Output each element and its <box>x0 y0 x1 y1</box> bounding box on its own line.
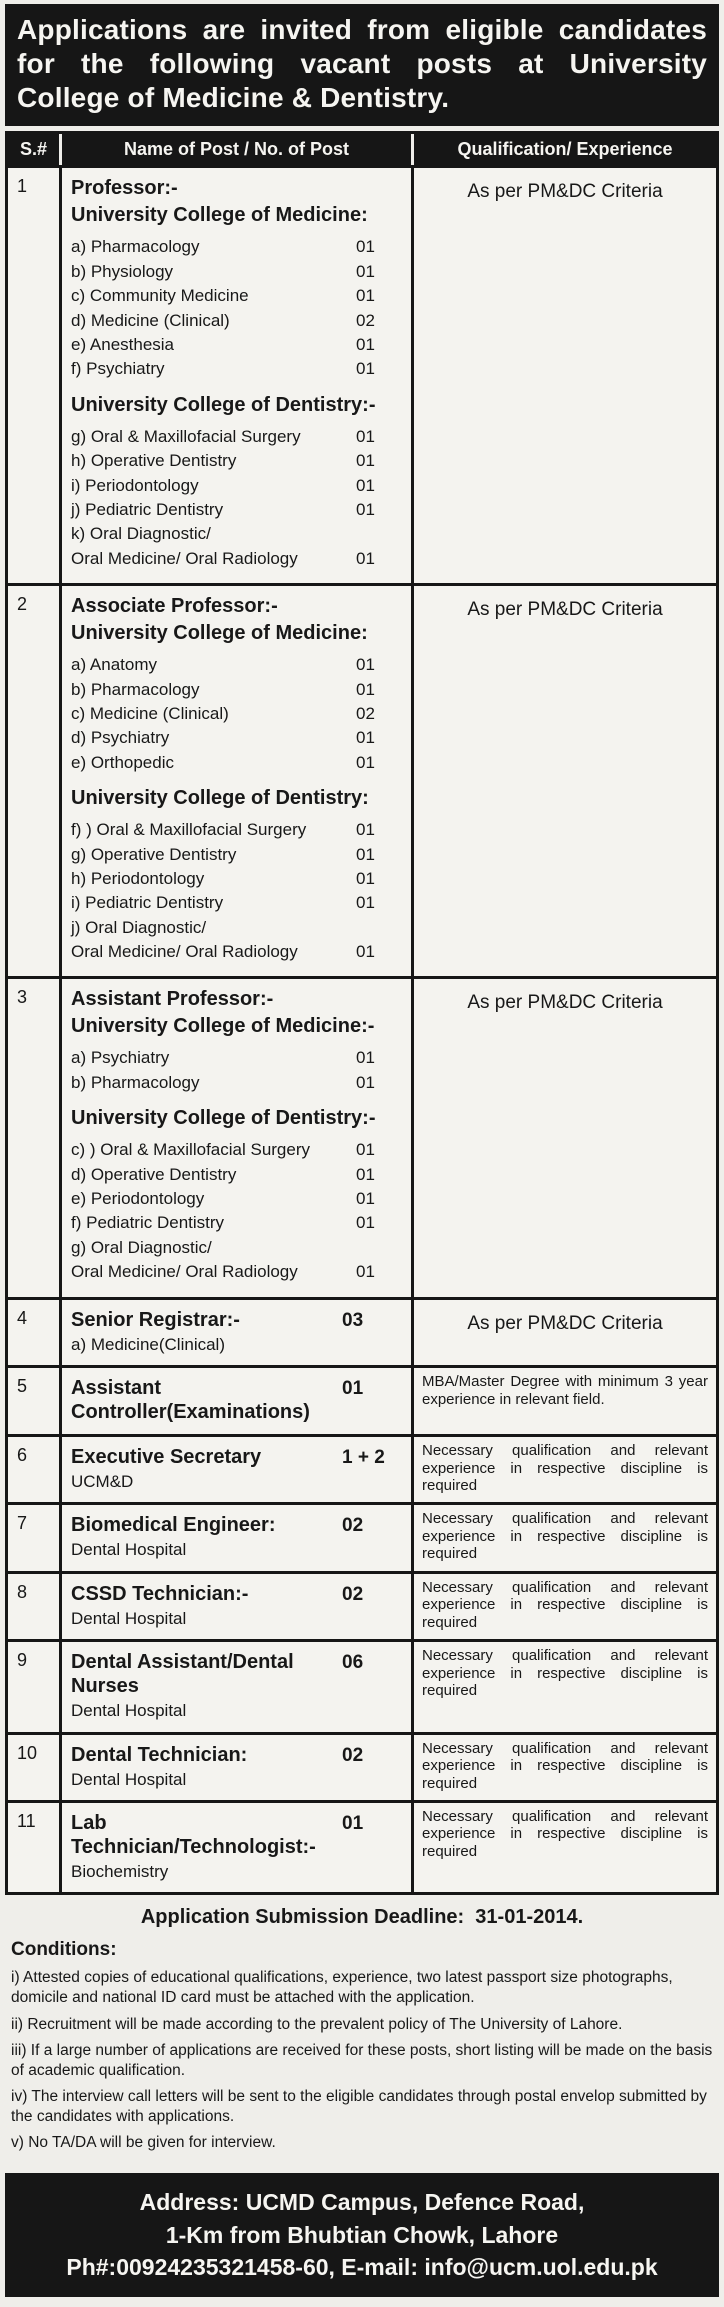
post-item <box>71 237 402 257</box>
post-item <box>71 918 402 938</box>
post-item-label: b) Pharmacology <box>71 1072 200 1092</box>
post-item-count: 01 <box>356 359 375 379</box>
post-item-label: d) Medicine (Clinical) <box>71 310 230 330</box>
post-item <box>71 1165 402 1185</box>
post-section <box>71 786 402 962</box>
serial-number: 5 <box>8 1368 62 1434</box>
section-heading: University College of Medicine: <box>71 204 368 227</box>
post-item-label: a) Psychiatry <box>71 1048 170 1068</box>
post-item-label: c) Community Medicine <box>71 286 249 306</box>
table-row <box>8 1732 716 1800</box>
post-section <box>71 621 402 773</box>
post-item <box>71 704 402 724</box>
post-count: 1 + 2 <box>342 1446 385 1468</box>
post-title: Lab Technician/Technologist:- <box>71 1811 316 1858</box>
condition-item: i) Attested copies of educational qualifications, experience, two latest passport size photographs, domicile and national ID card must be attached with the application. <box>11 1969 673 2007</box>
post-item-label: f) ) Oral & Maxillofacial Surgery <box>71 820 307 840</box>
post-item <box>71 1073 402 1093</box>
post-item-label: b) Physiology <box>71 261 174 281</box>
post-item <box>71 549 402 569</box>
post-title-line <box>71 1445 402 1469</box>
post-item <box>71 1213 402 1233</box>
qualification-cell: Necessary qualification and relevant experience in respective discipline is required <box>422 1647 708 1700</box>
post-item-count: 01 <box>356 237 375 257</box>
post-item-label: Oral Medicine/ Oral Radiology <box>71 548 298 568</box>
post-subtitle: Biochemistry <box>71 1861 169 1881</box>
qualification-cell: Necessary qualification and relevant experience in respective discipline is required <box>422 1441 708 1495</box>
post-item-label: g) Operative Dentistry <box>71 844 237 864</box>
post-title-line <box>71 1582 402 1606</box>
post-item <box>71 820 402 840</box>
post-item-label: e) Anesthesia <box>71 335 175 355</box>
post-item <box>71 311 402 331</box>
post-item <box>71 500 402 520</box>
post-item-label: Oral Medicine/ Oral Radiology <box>71 942 298 962</box>
serial-number: 10 <box>8 1735 62 1800</box>
post-item-label: a) Pharmacology <box>71 237 200 257</box>
post-cell <box>62 1300 414 1365</box>
qualification-cell: Necessary qualification and relevant experience in respective discipline is required <box>422 1578 708 1631</box>
post-item-label: j) Pediatric Dentistry <box>71 499 224 519</box>
post-item <box>71 359 402 379</box>
post-item-label: e) Periodontology <box>71 1189 205 1209</box>
post-item-count: 01 <box>356 426 375 446</box>
post-item-count: 01 <box>356 1048 375 1068</box>
post-title-line <box>71 594 402 618</box>
serial-number: 6 <box>8 1437 62 1502</box>
column-header-serial: S.# <box>8 134 62 165</box>
qualification-cell: As per PM&DC Criteria <box>467 1312 663 1334</box>
post-item-label: f) Psychiatry <box>71 359 165 379</box>
deadline-text: Application Submission Deadline: 31-01-2014. <box>140 1906 584 1929</box>
post-cell <box>62 1803 414 1892</box>
post-cell <box>62 1437 414 1502</box>
post-item <box>71 335 402 355</box>
section-heading: University College of Medicine: <box>71 622 368 645</box>
post-item <box>71 655 402 675</box>
post-item <box>71 728 402 748</box>
post-item-count: 01 <box>356 475 375 495</box>
footer-banner <box>5 2173 719 2297</box>
post-title-line <box>71 176 402 200</box>
condition-item: ii) Recruitment will be made according to the prevalent policy of The University of Lahore. <box>11 2015 623 2033</box>
post-item-label: c) Medicine (Clinical) <box>71 703 229 723</box>
headline-text: Applications are invited from eligible candidates for the following vacant posts at University College of Medicine & Dentistry. <box>17 14 707 114</box>
post-item-label: f) Pediatric Dentistry <box>71 1213 225 1233</box>
post-count: 02 <box>342 1744 364 1766</box>
post-title: Professor:- <box>71 177 178 200</box>
qualification-cell: MBA/Master Degree with minimum 3 year experience in relevant field. <box>422 1372 708 1408</box>
column-header-qualification: Qualification/ Experience <box>457 139 673 160</box>
post-item <box>71 753 402 773</box>
qualification-cell: Necessary qualification and relevant experience in respective discipline is required <box>422 1510 708 1563</box>
post-count: 02 <box>342 1515 364 1537</box>
post-title: Assistant Professor:- <box>71 988 274 1011</box>
condition-item: iii) If a large number of applications are received for these posts, short listing will be made on the basis of academic qualification. <box>11 2041 713 2079</box>
post-cell <box>62 1735 414 1800</box>
post-item-label: e) Orthopedic <box>71 752 174 772</box>
post-item-count: 01 <box>356 868 375 888</box>
post-cell <box>62 1642 414 1731</box>
post-item-label: g) Oral Diagnostic/ <box>71 1237 212 1257</box>
section-heading: University College of Dentistry: <box>71 787 369 810</box>
post-item-count: 01 <box>356 820 375 840</box>
table-body <box>8 165 716 1892</box>
post-item-count: 02 <box>356 703 375 723</box>
post-cell <box>62 168 414 583</box>
post-cell <box>62 979 414 1296</box>
post-item <box>71 1048 402 1068</box>
post-item <box>71 262 402 282</box>
post-cell <box>62 1368 414 1434</box>
post-item <box>71 1140 402 1160</box>
post-item-label: Oral Medicine/ Oral Radiology <box>71 1262 298 1282</box>
header-banner <box>5 4 719 126</box>
post-item <box>71 680 402 700</box>
serial-number: 1 <box>8 168 62 583</box>
post-title-line <box>71 1308 402 1332</box>
post-title: Assistant Controller(Examinations) <box>71 1376 310 1423</box>
post-section <box>71 1014 402 1093</box>
serial-number: 11 <box>8 1803 62 1892</box>
footer-line-1: Address: UCMD Campus, Defence Road, <box>139 2189 585 2216</box>
post-item-count: 01 <box>356 1164 375 1184</box>
post-item-count: 01 <box>356 1140 375 1160</box>
post-item-label: g) Oral & Maxillofacial Surgery <box>71 426 301 446</box>
post-item <box>71 893 402 913</box>
post-title: Associate Professor:- <box>71 595 278 618</box>
table-row <box>8 1297 716 1365</box>
table-row <box>8 1365 716 1434</box>
post-item <box>71 427 402 447</box>
post-section <box>71 203 402 379</box>
post-item <box>71 451 402 471</box>
serial-number: 3 <box>8 979 62 1296</box>
section-heading: University College of Dentistry:- <box>71 1107 376 1130</box>
qualification-cell: As per PM&DC Criteria <box>467 599 663 621</box>
posts-table <box>5 131 719 1895</box>
post-title-line <box>71 1513 402 1537</box>
post-item-count: 01 <box>356 844 375 864</box>
post-subtitle: Dental Hospital <box>71 1701 187 1721</box>
post-item-count: 01 <box>356 335 375 355</box>
post-item-label: k) Oral Diagnostic/ <box>71 524 211 544</box>
post-section <box>71 1106 402 1282</box>
post-title: CSSD Technician:- <box>71 1582 249 1605</box>
post-title-line <box>71 1376 402 1424</box>
post-item-label: d) Psychiatry <box>71 728 170 748</box>
table-row <box>8 1571 716 1639</box>
post-item-count: 01 <box>356 655 375 675</box>
post-subtitle: Dental Hospital <box>71 1769 187 1789</box>
qualification-cell: As per PM&DC Criteria <box>467 992 663 1014</box>
post-item <box>71 942 402 962</box>
post-title-line <box>71 1811 402 1859</box>
post-item-label: i) Pediatric Dentistry <box>71 893 224 913</box>
post-item-count: 01 <box>356 752 375 772</box>
post-title-line <box>71 987 402 1011</box>
qualification-cell: As per PM&DC Criteria <box>467 181 663 203</box>
post-item-count: 02 <box>356 310 375 330</box>
post-title: Dental Assistant/Dental Nurses <box>71 1651 294 1698</box>
post-item-count: 01 <box>356 261 375 281</box>
table-row <box>8 165 716 583</box>
post-item <box>71 476 402 496</box>
post-title: Biomedical Engineer: <box>71 1514 276 1537</box>
table-row <box>8 1434 716 1502</box>
post-item-count <box>356 524 402 544</box>
table-row <box>8 1639 716 1731</box>
post-title: Senior Registrar:- <box>71 1308 240 1331</box>
post-subtitle: a) Medicine(Clinical) <box>71 1334 225 1354</box>
post-item-label: a) Anatomy <box>71 655 157 675</box>
qualification-cell: Necessary qualification and relevant experience in respective discipline is required <box>422 1807 708 1861</box>
post-item-count: 01 <box>356 451 375 471</box>
post-item-count: 01 <box>356 728 375 748</box>
table-row <box>8 976 716 1296</box>
post-subtitle: Dental Hospital <box>71 1608 187 1628</box>
post-item-label: h) Periodontology <box>71 868 205 888</box>
post-title: Dental Technician: <box>71 1743 248 1766</box>
post-item-count: 01 <box>356 942 375 962</box>
post-cell <box>62 1574 414 1639</box>
post-count: 01 <box>342 1377 364 1399</box>
condition-item: iv) The interview call letters will be sent to the eligible candidates through postal envelop submitted by the candidates with applications. <box>11 2088 707 2126</box>
table-row <box>8 1800 716 1892</box>
serial-number: 4 <box>8 1300 62 1365</box>
conditions-list <box>11 1968 713 2153</box>
post-title-line <box>71 1743 402 1767</box>
conditions-title: Conditions: <box>11 1939 117 1961</box>
post-item <box>71 845 402 865</box>
post-title: Executive Secretary <box>71 1445 262 1468</box>
post-count: 02 <box>342 1583 364 1605</box>
post-item-count <box>356 918 402 938</box>
post-item-count: 01 <box>356 1213 375 1233</box>
post-cell <box>62 1505 414 1570</box>
table-header-row <box>8 134 716 165</box>
post-item-count: 01 <box>356 1262 375 1282</box>
footer-line-2: 1-Km from Bhubtian Chowk, Lahore <box>165 2221 559 2248</box>
qualification-cell: Necessary qualification and relevant experience in respective discipline is required <box>422 1739 708 1792</box>
post-item-count: 01 <box>356 286 375 306</box>
post-title-line <box>71 1650 402 1698</box>
post-item-label: j) Oral Diagnostic/ <box>71 917 207 937</box>
post-item-count: 01 <box>356 1189 375 1209</box>
post-section <box>71 393 402 569</box>
column-header-post: Name of Post / No. of Post <box>62 134 414 165</box>
serial-number: 8 <box>8 1574 62 1639</box>
table-row <box>8 583 716 976</box>
post-item-count: 01 <box>356 1072 375 1092</box>
footer-line-3: Ph#:00924235321458-60, E-mail: info@ucm.uol.edu.pk <box>66 2253 658 2280</box>
post-item <box>71 869 402 889</box>
post-item <box>71 286 402 306</box>
post-count: 01 <box>342 1812 364 1834</box>
post-item <box>71 1189 402 1209</box>
post-item-label: i) Periodontology <box>71 475 199 495</box>
post-item-label: h) Operative Dentistry <box>71 451 237 471</box>
post-item <box>71 524 402 544</box>
post-count: 06 <box>342 1652 364 1674</box>
post-subtitle: UCM&D <box>71 1471 134 1491</box>
conditions-section <box>5 1937 719 2163</box>
post-item-count: 01 <box>356 679 375 699</box>
post-item <box>71 1262 402 1282</box>
post-item-label: c) ) Oral & Maxillofacial Surgery <box>71 1140 311 1160</box>
serial-number: 2 <box>8 586 62 976</box>
serial-number: 9 <box>8 1642 62 1731</box>
condition-item: v) No TA/DA will be given for interview. <box>11 2134 276 2152</box>
post-count: 03 <box>342 1309 364 1331</box>
section-heading: University College of Dentistry:- <box>71 393 376 416</box>
post-subtitle: Dental Hospital <box>71 1540 187 1560</box>
post-item-count <box>356 1238 402 1258</box>
post-item-label: b) Pharmacology <box>71 679 200 699</box>
post-item-count: 01 <box>356 893 375 913</box>
serial-number: 7 <box>8 1505 62 1570</box>
section-heading: University College of Medicine:- <box>71 1015 375 1038</box>
post-item-label: d) Operative Dentistry <box>71 1164 237 1184</box>
post-item-count: 01 <box>356 499 375 519</box>
post-item <box>71 1238 402 1258</box>
post-cell <box>62 586 414 976</box>
table-row <box>8 1502 716 1570</box>
post-item-count: 01 <box>356 548 375 568</box>
